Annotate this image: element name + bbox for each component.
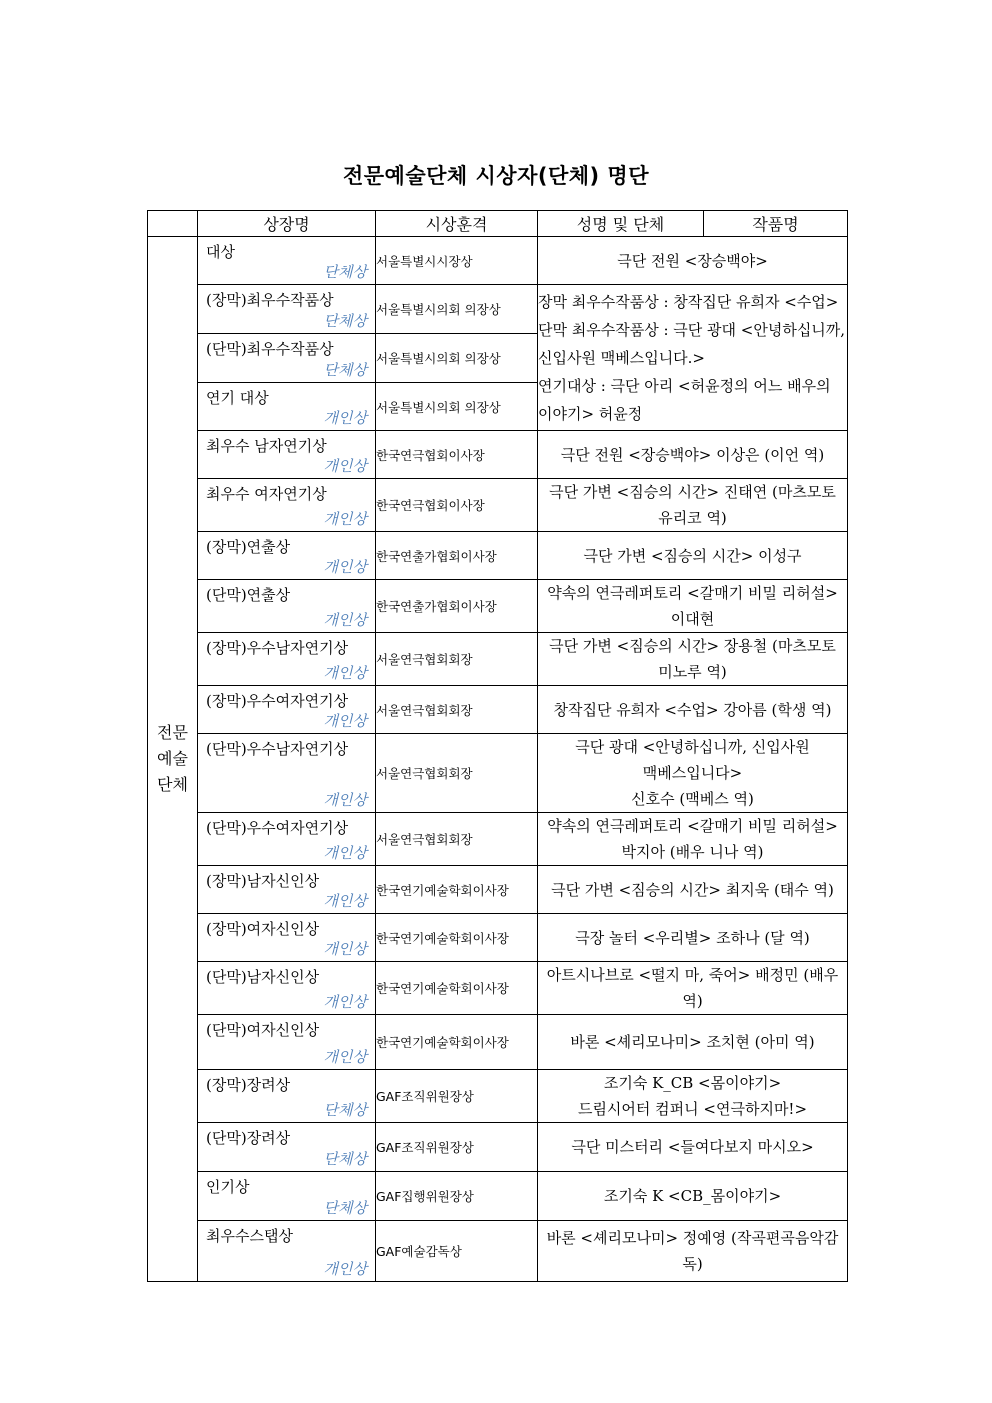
award-name: 최우수 여자연기상	[206, 485, 327, 503]
award-cell	[198, 633, 376, 686]
award-cell	[198, 686, 376, 734]
document-title: 전문예술단체 시상자(단체) 명단	[342, 164, 650, 188]
award-name: (단막)장려상	[206, 1129, 291, 1147]
table-row	[148, 962, 848, 1015]
presenter-cell: GAF예술감독상	[376, 1221, 538, 1282]
presenter-cell: 한국연기예술학회이사장	[376, 962, 538, 1015]
award-type-label: 개인상	[323, 558, 367, 576]
table-row	[148, 1172, 848, 1221]
award-type-label: 개인상	[323, 1260, 367, 1278]
award-name: (장막)우수여자연기상	[206, 692, 349, 710]
award-cell	[198, 734, 376, 813]
award-type-label: 개인상	[323, 457, 367, 475]
work-cell: 극단 가변 <짐승의 시간> 이성구	[538, 532, 848, 580]
award-cell	[198, 383, 376, 431]
merged-work-cell: 장막 최우수작품상 : 창작집단 유희자 <수업> 단막 최우수작품상 : 극단 광대 <안녕하십니까, 신입사원 맥베스입니다.> 연기대상 : 극단 아리 <허윤정의 어느 배우의 이야기> 허윤정	[538, 285, 848, 431]
award-cell	[198, 866, 376, 914]
award-cell	[198, 1123, 376, 1172]
award-type-label: 단체상	[323, 1199, 367, 1217]
table-row	[148, 1221, 848, 1282]
award-name: (단막)여자신인상	[206, 1021, 320, 1039]
award-cell	[198, 237, 376, 285]
work-cell: 조기숙 K <CB_몸이야기>	[538, 1172, 848, 1221]
work-cell: 바론 <셰리모나미> 조치현 (아미 역)	[538, 1015, 848, 1070]
presenter-cell: 서울연극협회회장	[376, 734, 538, 813]
work-cell: 약속의 연극레퍼토리 <갈매기 비밀 리허설> 박지아 (배우 니나 역)	[538, 813, 848, 866]
presenter-cell: 서울특별시시장상	[376, 237, 538, 285]
header-name-group: 성명 및 단체	[538, 211, 704, 237]
award-cell	[198, 334, 376, 383]
award-type-label: 단체상	[323, 312, 367, 330]
table-row	[148, 633, 848, 686]
award-name: (단막)최우수작품상	[206, 340, 334, 358]
presenter-cell: 한국연기예술학회이사장	[376, 914, 538, 962]
presenter-cell: 서울특별시의회 의장상	[376, 383, 538, 431]
presenter-cell: 서울특별시의회 의장상	[376, 334, 538, 383]
award-name: (장막)최우수작품상	[206, 291, 334, 309]
award-cell	[198, 1221, 376, 1282]
award-name: (장막)우수남자연기상	[206, 639, 349, 657]
work-cell: 약속의 연극레퍼토리 <갈매기 비밀 리허설> 이대현	[538, 580, 848, 633]
presenter-cell: GAF조직위원장상	[376, 1123, 538, 1172]
award-name: 최우수스탭상	[206, 1227, 293, 1245]
presenter-cell: 한국연극협회이사장	[376, 431, 538, 479]
award-name: 대상	[206, 243, 235, 261]
award-name: (장막)여자신인상	[206, 920, 320, 938]
table-row	[148, 532, 848, 580]
presenter-cell: 서울특별시의회 의장상	[376, 285, 538, 334]
presenter-cell: GAF조직위원장상	[376, 1070, 538, 1123]
header-award: 상장명	[198, 211, 376, 237]
award-cell	[198, 532, 376, 580]
award-type-label: 개인상	[323, 791, 367, 809]
award-name: (단막)남자신인상	[206, 968, 320, 986]
presenter-cell: 한국연출가협회이사장	[376, 532, 538, 580]
award-cell	[198, 431, 376, 479]
work-cell: 극단 가변 <짐승의 시간> 최지욱 (태수 역)	[538, 866, 848, 914]
award-type-label: 개인상	[323, 510, 367, 528]
award-name: (장막)남자신인상	[206, 872, 320, 890]
table-row	[148, 686, 848, 734]
award-type-label: 개인상	[323, 664, 367, 682]
award-type-label: 개인상	[323, 611, 367, 629]
award-cell	[198, 285, 376, 334]
award-type-label: 단체상	[323, 263, 367, 281]
presenter-cell: 서울연극협회회장	[376, 813, 538, 866]
presenter-cell: 한국연기예술학회이사장	[376, 866, 538, 914]
award-name: (장막)장려상	[206, 1076, 291, 1094]
awards-table	[147, 210, 848, 1282]
award-cell	[198, 580, 376, 633]
category-cell: 전문 예술 단체	[148, 237, 198, 1282]
presenter-cell: GAF집행위원장상	[376, 1172, 538, 1221]
award-cell	[198, 479, 376, 532]
table-row	[148, 914, 848, 962]
award-cell	[198, 1015, 376, 1070]
work-cell: 창작집단 유희자 <수업> 강아름 (학생 역)	[538, 686, 848, 734]
award-type-label: 단체상	[323, 1101, 367, 1119]
presenter-cell: 한국연극협회이사장	[376, 479, 538, 532]
presenter-cell: 서울연극협회회장	[376, 633, 538, 686]
work-cell: 극단 가변 <짐승의 시간> 진태연 (마츠모토 유리코 역)	[538, 479, 848, 532]
work-cell: 극단 가변 <짐승의 시간> 장용철 (마츠모토 미노루 역)	[538, 633, 848, 686]
award-cell	[198, 914, 376, 962]
award-name: (단막)우수남자연기상	[206, 740, 349, 758]
presenter-cell: 한국연출가협회이사장	[376, 580, 538, 633]
work-cell: 조기숙 K_CB <몸이야기> 드림시어터 컴퍼니 <연극하지마!>	[538, 1070, 848, 1123]
work-cell: 극단 미스터리 <들여다보지 마시오>	[538, 1123, 848, 1172]
award-cell	[198, 1070, 376, 1123]
table-row	[148, 1015, 848, 1070]
table-row	[148, 431, 848, 479]
work-cell: 극단 전원 <장승백야>	[538, 237, 848, 285]
award-type-label: 개인상	[323, 1048, 367, 1066]
award-cell	[198, 813, 376, 866]
work-cell: 극장 놀터 <우리별> 조하나 (달 역)	[538, 914, 848, 962]
award-type-label: 단체상	[323, 1150, 367, 1168]
award-type-label: 개인상	[323, 993, 367, 1011]
award-name: 연기 대상	[206, 389, 269, 407]
work-cell: 아트시나브로 <떨지 마, 죽어> 배정민 (배우 역)	[538, 962, 848, 1015]
award-name: (장막)연출상	[206, 538, 291, 556]
award-name: (단막)우수여자연기상	[206, 819, 349, 837]
award-name: 인기상	[206, 1178, 250, 1196]
presenter-cell: 한국연기예술학회이사장	[376, 1015, 538, 1070]
header-presenter: 시상훈격	[376, 211, 538, 237]
award-type-label: 개인상	[323, 940, 367, 958]
table-row	[148, 866, 848, 914]
table-row	[148, 285, 848, 334]
award-type-label: 개인상	[323, 712, 367, 730]
work-cell: 바론 <셰리모나미> 정예영 (작곡편곡음악감독)	[538, 1221, 848, 1282]
presenter-cell: 서울연극협회회장	[376, 686, 538, 734]
table-row	[148, 237, 848, 285]
award-name: (단막)연출상	[206, 586, 291, 604]
table-row	[148, 580, 848, 633]
work-cell: 극단 광대 <안녕하십니까, 신입사원 맥베스입니다> 신호수 (맥베스 역)	[538, 734, 848, 813]
header-blank	[148, 211, 198, 237]
table-header-row	[148, 211, 848, 237]
table-row	[148, 813, 848, 866]
award-type-label: 개인상	[323, 892, 367, 910]
award-type-label: 단체상	[323, 361, 367, 379]
table-row	[148, 479, 848, 532]
work-cell: 극단 전원 <장승백야> 이상은 (이언 역)	[538, 431, 848, 479]
award-cell	[198, 1172, 376, 1221]
award-type-label: 개인상	[323, 409, 367, 427]
table-row	[148, 1123, 848, 1172]
award-name: 최우수 남자연기상	[206, 437, 327, 455]
award-cell	[198, 962, 376, 1015]
header-work: 작품명	[704, 211, 848, 237]
table-row	[148, 734, 848, 813]
award-type-label: 개인상	[323, 844, 367, 862]
table-row	[148, 1070, 848, 1123]
